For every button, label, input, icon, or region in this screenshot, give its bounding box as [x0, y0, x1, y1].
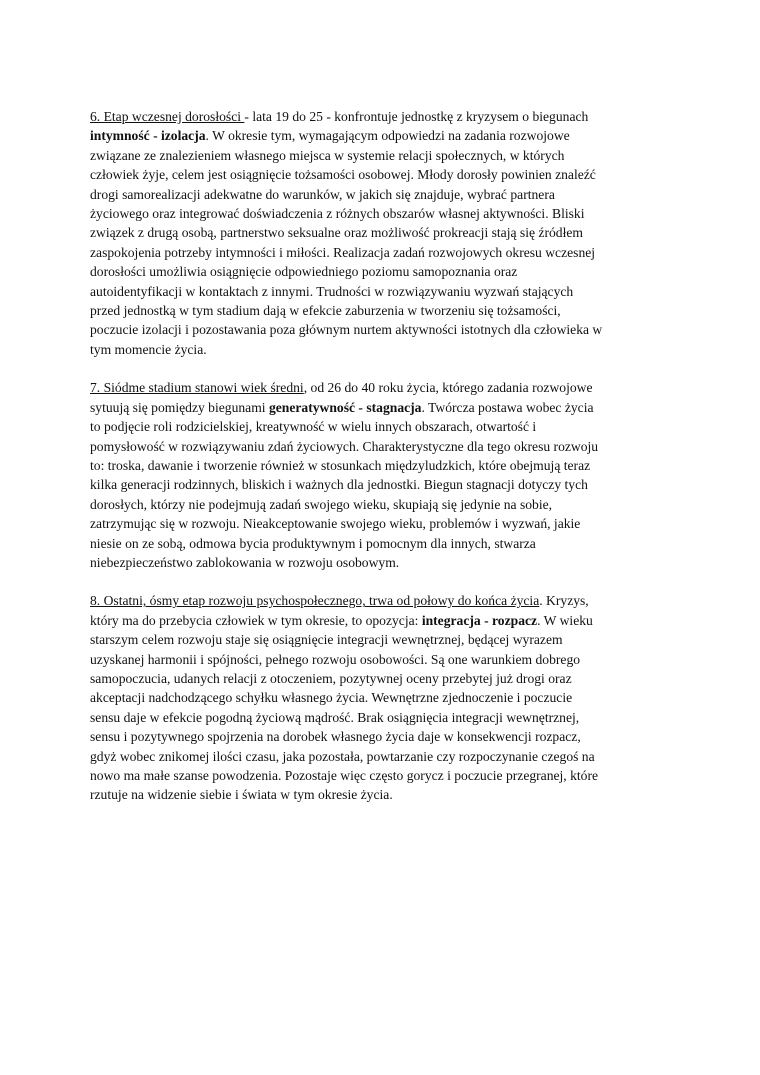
body-text: pomysłowość w rozwiązywaniu zdań życiowych. Charakterystyczne dla tego okresu rozwoju: [90, 438, 599, 454]
paragraph-7: [90, 378, 675, 572]
text-line: [90, 262, 675, 281]
text-line: [90, 727, 675, 746]
key-term: intymność - izolacja: [90, 128, 206, 144]
text-line: [90, 437, 675, 456]
document-page: [90, 107, 675, 824]
body-text: akceptacji nadchodzącego schyłku własnego życia. Wewnętrzne zjednoczenie i poczucie: [90, 690, 573, 706]
body-text: , od 26 do 40 roku życia, którego zadania rozwojowe: [303, 380, 593, 396]
paragraph-8: [90, 591, 675, 804]
text-line: [90, 650, 675, 669]
text-line: [90, 223, 675, 242]
body-text: to: troska, dawanie i tworzenie również w stosunkach międzyludzkich, które obejmują teraz: [90, 457, 591, 473]
body-text: który ma do przebycia człowiek w tym okresie, to opozycja:: [90, 612, 422, 628]
body-text: sensu daje w efekcie pogodną życiową mądrość. Brak osiągnięcia integracji wewnętrznej,: [90, 709, 580, 725]
text-line: [90, 165, 675, 184]
text-line: [90, 591, 675, 610]
text-line: [90, 553, 675, 572]
body-text: samopoczucia, udanych relacji z otoczeniem, pozytywnej oceny przebytej już drogi oraz: [90, 670, 572, 686]
body-text: rzutuje na widzenie siebie i świata w tym okresie życia.: [90, 787, 393, 803]
text-line: [90, 301, 675, 320]
section-heading-text: 7. Siódme stadium stanowi wiek średni: [90, 380, 304, 396]
body-text: . W wieku: [537, 612, 593, 628]
body-text: tym momencie życia.: [90, 341, 207, 357]
text-line: [90, 185, 675, 204]
body-text: życiowego oraz integrować doświadczenia z różnych obszarów własnej aktywności. Bliski: [90, 206, 585, 222]
body-text: człowiek żyje, celem jest osiągnięcie tożsamości osobowej. Młody dorosły powinien znaleźć: [90, 167, 596, 183]
text-line: [90, 611, 675, 630]
text-line: [90, 398, 675, 417]
key-term: integracja - rozpacz: [421, 612, 538, 628]
text-line: [90, 282, 675, 301]
body-text: . Kryzys,: [539, 593, 589, 609]
text-line: [90, 475, 675, 494]
body-text: dorosłości umożliwia osiągnięcie odpowiedniego poziomu samopoznania oraz: [90, 264, 518, 280]
body-text: kilka generacji rodzinnych, bliskich i ważnych dla jednostki. Biegun stagnacji dotyczy tych: [90, 477, 588, 493]
body-text: poczucie izolacji i pozostawania poza głównym nurtem aktywności istotnych dla człowieka w: [90, 322, 603, 338]
body-text: to podjęcie roli rodzicielskiej, kreatywność w wielu innych obszarach, otwartość i: [90, 419, 537, 435]
body-text: . Twórcza postawa wobec życia: [421, 399, 594, 415]
text-line: [90, 107, 675, 126]
body-text: gdyż wobec znikomej ilości czasu, jaka pozostała, powtarzanie czy rozpoczynanie czegoś na: [90, 748, 595, 764]
body-text: zatrzymując się w rozwoju. Nieakceptowanie swojego wieku, problemów i wyzwań, jakie: [90, 516, 581, 532]
text-line: [90, 320, 675, 339]
body-text: drogi samorealizacji adekwatne do warunków, w jakich się znajduje, wybrać partnera: [90, 186, 555, 202]
body-text: zaspokojenia potrzeby intymności i miłości. Realizacja zadań rozwojowych okresu wczesnej: [90, 244, 596, 260]
text-line: [90, 340, 675, 359]
text-line: [90, 708, 675, 727]
body-text: autoidentyfikacji w kontaktach z innymi. Trudności w rozwiązywaniu wyzwań stających: [90, 283, 574, 299]
body-text: przed jednostką w tym stadium dają w efekcie zaburzenia w tworzeniu się tożsamości,: [90, 303, 561, 319]
text-line: [90, 514, 675, 533]
body-text: niesie on ze sobą, odmowa bycia produktywnym i pomocnym dla innych, stwarza: [90, 535, 536, 551]
text-line: [90, 630, 675, 649]
paragraph-6: [90, 107, 675, 359]
body-text: starszym celem rozwoju staje się osiągnięcie integracji wewnętrznej, będącej wyrazem: [90, 632, 563, 648]
text-line: [90, 766, 675, 785]
text-line: [90, 204, 675, 223]
text-line: [90, 126, 675, 145]
section-heading-text: 6. Etap wczesnej dorosłości: [90, 109, 245, 124]
text-line: [90, 785, 675, 804]
text-line: [90, 456, 675, 475]
text-line: [90, 747, 675, 766]
body-text: nowo ma małe szanse powodzenia. Pozostaje więc często gorycz i poczucie przegranej, które: [90, 768, 599, 783]
body-text: związane ze znalezieniem własnego miejsca w systemie relacji społecznych, w których: [90, 147, 565, 163]
text-line: [90, 417, 675, 436]
text-line: [90, 534, 675, 553]
body-text: dorosłych, którzy nie podejmują zadań swojego wieku, skupiają się jedynie na sobie,: [90, 496, 553, 512]
body-text: uzyskanej harmonii i spójności, pełnego rozwoju osobowości. Są one warunkiem dobrego: [90, 651, 581, 667]
key-term: generatywność - stagnacja: [268, 399, 422, 415]
text-line: [90, 146, 675, 165]
text-line: [90, 243, 675, 262]
body-text: - lata 19 do 25 - konfrontuje jednostkę z kryzysem o biegunach: [244, 109, 589, 124]
body-text: sensu i pozytywnego spojrzenia na dorobek własnego życia daje w konsekwencji rozpacz,: [90, 729, 581, 745]
text-line: [90, 669, 675, 688]
text-line: [90, 688, 675, 707]
text-line: [90, 495, 675, 514]
section-heading-text: 8. Ostatni, ósmy etap rozwoju psychospołecznego, trwa od połowy do końca życia: [90, 593, 540, 609]
body-text: . W okresie tym, wymagającym odpowiedzi na zadania rozwojowe: [205, 128, 570, 144]
body-text: niebezpieczeństwo zablokowania w rozwoju osobowym.: [90, 554, 400, 570]
body-text: związek z drugą osobą, partnerstwo seksualne oraz możliwość prokreacji stają się źródłem: [90, 225, 583, 241]
body-text: sytuują się pomiędzy biegunami: [90, 399, 269, 415]
text-line: [90, 378, 675, 397]
